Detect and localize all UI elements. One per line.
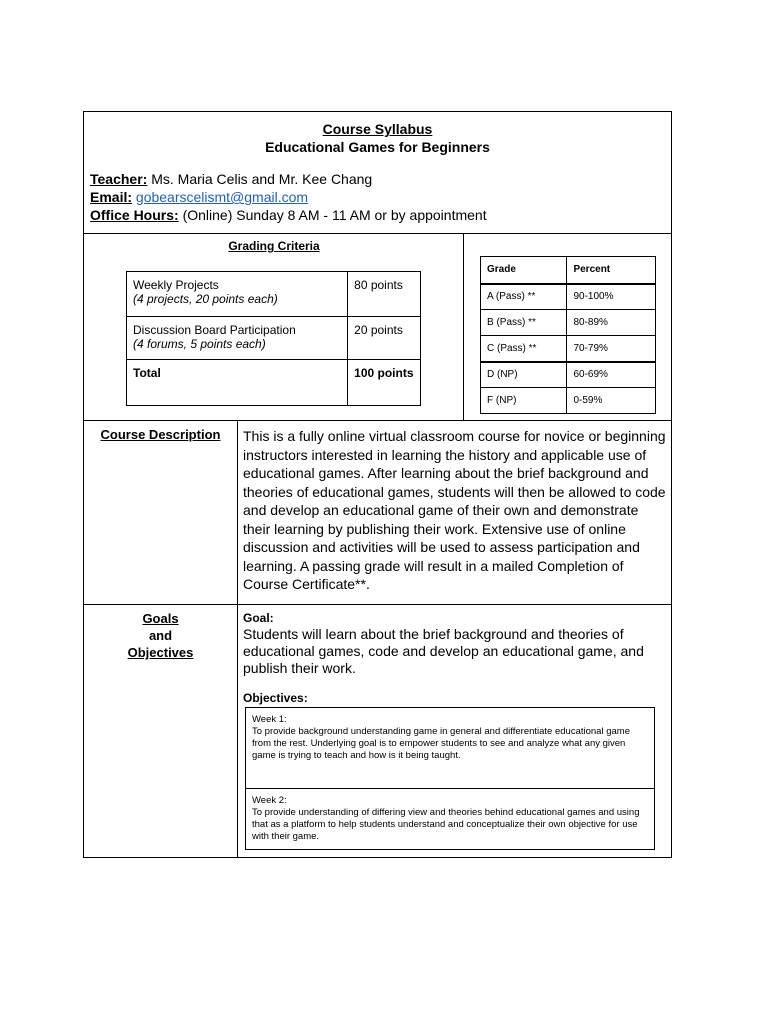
course-description-text: This is a fully online virtual classroom course for novice or beginning instructors interested in learning the history and applicable use of educational games. After learning about the brief background and theories of educational games, students will then be allowed to code and develop an educational game of their own and demonstrate their learning by publishing their work. Extensive use of online discussion and activities will be used to assess participation and learning. A passing grade will result in a mailed Completion of Course Certificate**. [243,428,666,592]
office-hours-line [90,207,487,223]
grade-cell: F (NP) [481,388,567,414]
teacher-line [90,171,372,187]
goal-text: Students will learn about the brief background and theories of educational games, code and develop an educational game, and publish their work. [243,626,644,676]
goal-heading: Goal: [243,611,274,625]
table-row [481,388,656,414]
percent-cell: 0-59% [567,388,656,414]
divider-grading-columns [463,233,464,420]
week-1-objective [245,707,655,789]
table-row [481,284,656,310]
teacher-value: Ms. Maria Celis and Mr. Kee Chang [151,171,373,187]
table-row [481,362,656,388]
week-2-objective [245,788,655,850]
grade-cell: B (Pass) ** [481,310,567,336]
percent-cell: 70-79% [567,336,656,362]
table-row [127,272,421,317]
course-description-label: Course Description [100,427,221,442]
percent-cell: 90-100% [567,284,656,310]
table-header-row [481,257,656,284]
grade-cell: D (NP) [481,362,567,388]
points-cell: 20 points [348,317,421,360]
table-row [127,360,421,406]
goals-label-line1: Goals [142,611,179,626]
criteria-cell [127,272,348,317]
objectives-heading: Objectives: [243,691,308,705]
criteria-detail: (4 forums, 5 points each) [133,337,266,351]
syllabus-header [84,112,671,234]
table-row [481,310,656,336]
percent-cell: 60-69% [567,362,656,388]
grade-scale-table [480,256,656,414]
grade-cell: C (Pass) ** [481,336,567,362]
email-label: Email: [90,189,133,205]
goals-label-line3: Objectives [127,645,194,660]
criteria-item: Discussion Board Participation [133,323,296,337]
grade-cell: A (Pass) ** [481,284,567,310]
divider-label-column [237,420,238,858]
office-hours-label: Office Hours: [90,207,179,223]
points-cell: 80 points [348,272,421,317]
criteria-cell [127,317,348,360]
grade-header: Grade [481,257,567,284]
grading-criteria-table [126,271,421,406]
document-title: Course Syllabus [322,121,433,137]
teacher-label: Teacher: [90,171,148,187]
divider-description [83,604,672,605]
course-title: Educational Games for Beginners [265,139,490,155]
week-label: Week 2: [252,795,287,806]
total-points-cell: 100 points [348,360,421,406]
email-link[interactable]: gobearscelismt@gmail.com [135,189,309,205]
table-row [127,317,421,360]
email-line [90,189,308,205]
week-text: To provide understanding of differing view and theories behind educational games and using that as a platform to help students understand and conceptualize their own objective for use with their game. [252,807,640,842]
table-row [481,336,656,362]
divider-grading [83,420,672,421]
criteria-detail: (4 projects, 20 points each) [133,292,278,306]
week-text: To provide background understanding game in general and differentiate educational game from the rest. Underlying goal is to empower students to see and analyze what any given game is trying to teach and how is it being taught. [252,726,630,761]
goals-objectives-label [84,610,237,661]
goals-label-line2: and [148,628,173,643]
percent-header: Percent [567,257,656,284]
week-label: Week 1: [252,714,287,725]
percent-cell: 80-89% [567,310,656,336]
office-hours-value: (Online) Sunday 8 AM - 11 AM or by appointment [182,207,487,223]
criteria-item: Weekly Projects [133,278,219,292]
total-label-cell: Total [127,360,348,406]
grading-criteria-title: Grading Criteria [228,239,320,253]
